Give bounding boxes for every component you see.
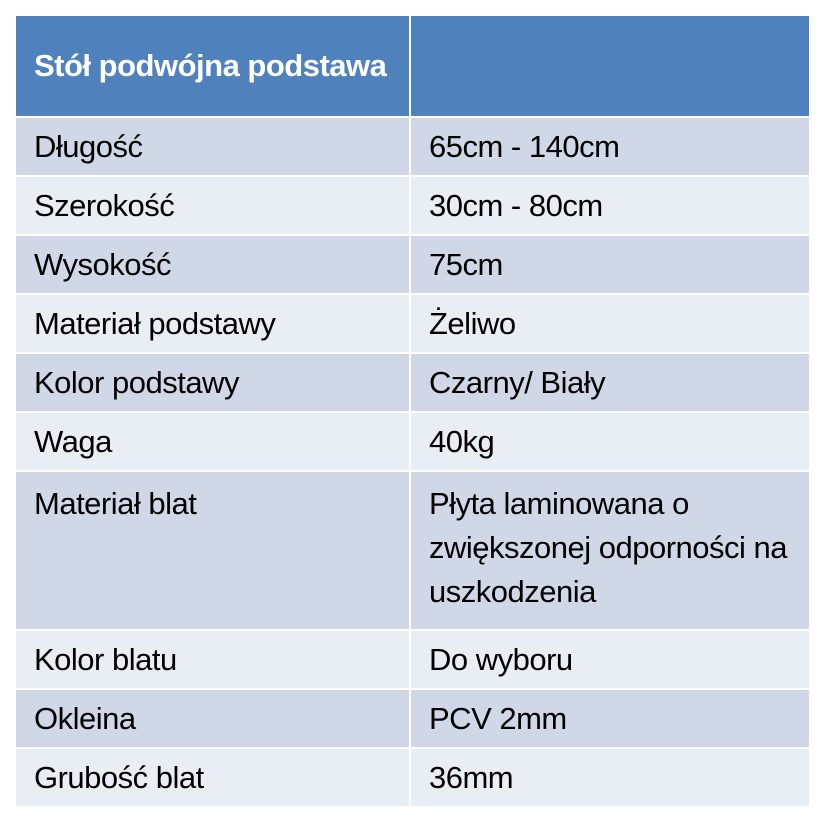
spec-value: PCV 2mm (410, 689, 810, 748)
spec-value: 30cm - 80cm (410, 176, 810, 235)
spec-value: 40kg (410, 412, 810, 471)
spec-label: Kolor podstawy (15, 353, 410, 412)
table-header-row (15, 15, 810, 117)
table-header-value (410, 15, 810, 117)
spec-label: Szerokość (15, 176, 410, 235)
spec-label: Materiał blat (15, 471, 410, 630)
spec-label: Wysokość (15, 235, 410, 294)
spec-label: Długość (15, 117, 410, 176)
table-row (15, 235, 810, 294)
table-row (15, 294, 810, 353)
spec-label: Kolor blatu (15, 630, 410, 689)
spec-label: Okleina (15, 689, 410, 748)
table-row (15, 630, 810, 689)
spec-value: Płyta laminowana o zwiększonej odporności na uszkodzenia (410, 471, 810, 630)
spec-label: Waga (15, 412, 410, 471)
table-row (15, 748, 810, 807)
spec-value: 65cm - 140cm (410, 117, 810, 176)
spec-value: 36mm (410, 748, 810, 807)
table-row (15, 117, 810, 176)
table-row (15, 412, 810, 471)
table-row (15, 353, 810, 412)
spec-value: 75cm (410, 235, 810, 294)
spec-value: Żeliwo (410, 294, 810, 353)
spec-value: Do wyboru (410, 630, 810, 689)
spec-value: Czarny/ Biały (410, 353, 810, 412)
spec-label: Grubość blat (15, 748, 410, 807)
table-title: Stół podwójna podstawa (15, 15, 410, 117)
spec-label: Materiał podstawy (15, 294, 410, 353)
spec-table (14, 14, 811, 808)
table-row (15, 471, 810, 630)
table-row (15, 689, 810, 748)
table-row (15, 176, 810, 235)
